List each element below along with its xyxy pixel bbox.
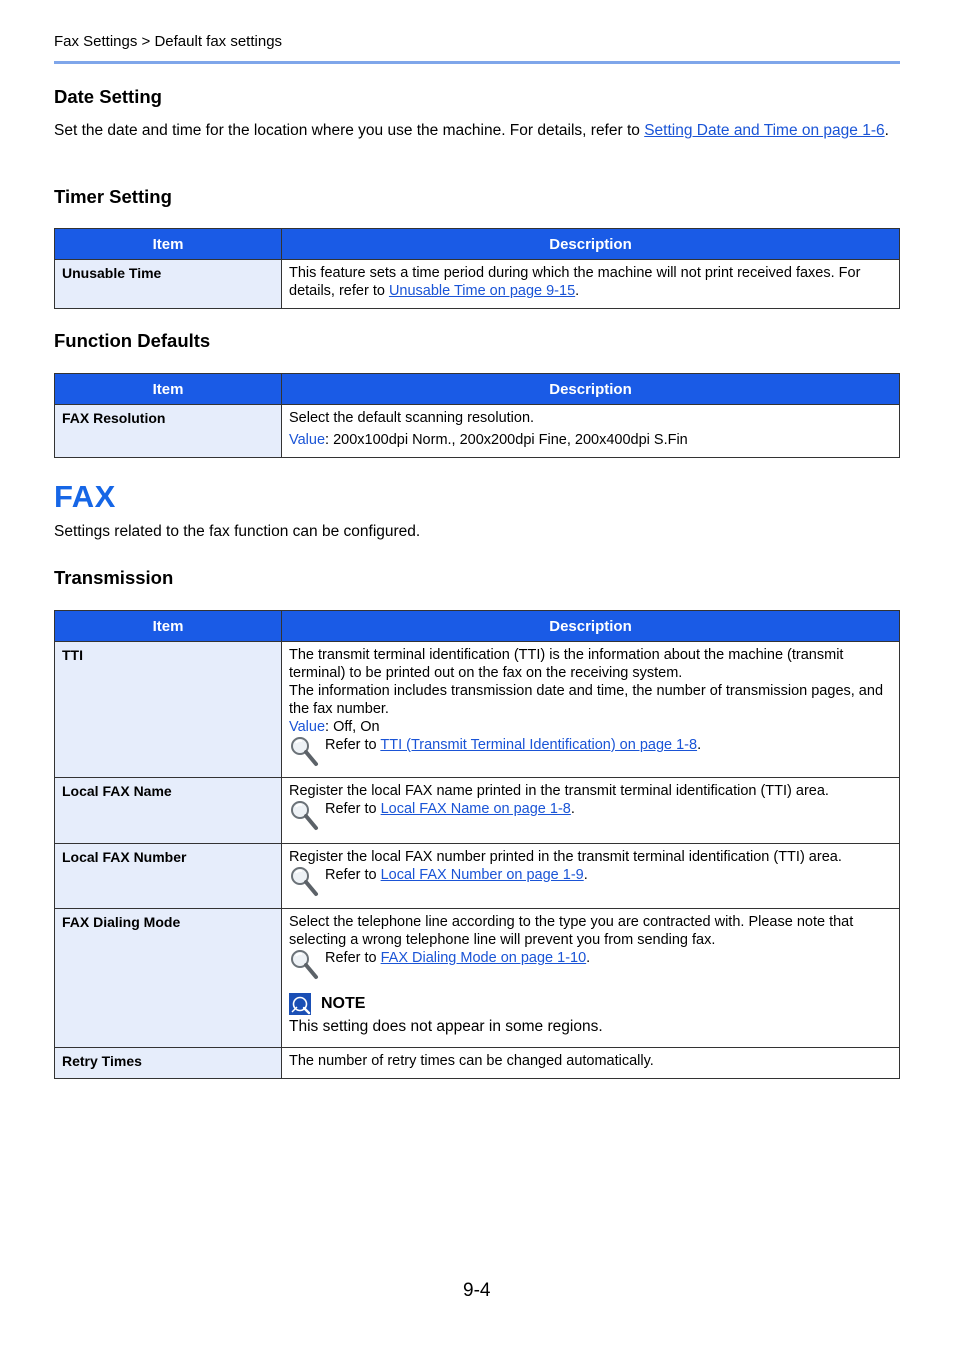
- description-text: The information includes transmission date and time, the number of transmission pages, and the fax number.: [289, 683, 884, 717]
- reference: [289, 866, 892, 896]
- unusable-time-link[interactable]: Unusable Time on page 9-15: [388, 283, 576, 299]
- breadcrumb: Fax Settings > Default fax settings: [54, 33, 283, 50]
- magnifier-icon: [289, 865, 319, 897]
- description-text: This feature sets a time period during which the machine will not print received faxes. For details, refer to: [289, 265, 861, 299]
- table-row: [55, 909, 900, 1048]
- description-cell: [282, 405, 900, 458]
- table-row: [55, 405, 900, 458]
- transmission-heading: Transmission: [54, 567, 174, 588]
- value-text: : 200x100dpi Norm., 200x200dpi Fine, 200x400dpi S.Fin: [325, 432, 688, 448]
- reference-prefix: Refer to: [325, 867, 381, 883]
- table-row: [55, 1048, 900, 1079]
- table-row: [55, 260, 900, 309]
- description-cell: [282, 260, 900, 309]
- fax-dialing-mode-link[interactable]: FAX Dialing Mode on page 1-10: [380, 950, 587, 966]
- table-row: [55, 642, 900, 778]
- description-cell: [282, 844, 900, 909]
- reference-suffix: .: [583, 867, 588, 883]
- item-cell: FAX Dialing Mode: [55, 909, 282, 1048]
- date-setting-text-before: Set the date and time for the location where you use the machine. For details, refer to: [54, 122, 645, 139]
- item-cell: Local FAX Name: [55, 778, 282, 844]
- value-label: Value: [289, 719, 326, 735]
- reference: [289, 949, 892, 979]
- table-header-row: [55, 374, 900, 405]
- description-text: The transmit terminal identification (TTI) is the information about the machine (transmit terminal) to be printed out on the fax on the receiving system.: [289, 647, 844, 681]
- fax-intro: Settings related to the fax function can be configured.: [54, 523, 421, 540]
- value-text: : Off, On: [325, 719, 380, 735]
- description-text: Select the telephone line according to the type you are contracted with. Please note that selecting a wrong telephone line will prevent you from sending fax.: [289, 914, 854, 948]
- reference-prefix: Refer to: [325, 950, 381, 966]
- description-text: Register the local FAX number printed in the transmit terminal identification (TTI) area.: [289, 849, 842, 865]
- value-line: [289, 718, 892, 736]
- description-cell: [282, 642, 900, 778]
- col-header-item: Item: [55, 374, 282, 405]
- description-cell: [282, 778, 900, 844]
- fax-title: FAX: [54, 479, 116, 514]
- magnifier-icon: [289, 799, 319, 831]
- note-icon: [289, 993, 311, 1015]
- transmission-table: [54, 610, 900, 1079]
- item-cell: FAX Resolution: [55, 405, 282, 458]
- reference-prefix: Refer to: [325, 737, 381, 753]
- col-header-description: Description: [282, 229, 900, 260]
- reference: [289, 736, 892, 766]
- local-fax-number-link[interactable]: Local FAX Number on page 1-9: [380, 867, 584, 883]
- description-suffix: .: [575, 283, 580, 299]
- magnifier-icon: [289, 948, 319, 980]
- table-row: [55, 844, 900, 909]
- item-cell: TTI: [55, 642, 282, 778]
- col-header-description: Description: [282, 374, 900, 405]
- note-label: NOTE: [321, 995, 366, 1012]
- item-cell: Retry Times: [55, 1048, 282, 1079]
- magnifier-icon: [289, 735, 319, 767]
- table-header-row: [55, 229, 900, 260]
- reference-suffix: .: [586, 950, 591, 966]
- description-text: The number of retry times can be changed automatically.: [289, 1053, 654, 1069]
- tti-link[interactable]: TTI (Transmit Terminal Identification) on page 1-8: [380, 737, 698, 753]
- col-header-item: Item: [55, 229, 282, 260]
- note-text: This setting does not appear in some regions.: [289, 1018, 603, 1035]
- item-cell: Unusable Time: [55, 260, 282, 309]
- table-row: [55, 778, 900, 844]
- date-setting-text-after: .: [884, 122, 889, 139]
- value-line: [289, 431, 892, 449]
- col-header-description: Description: [282, 611, 900, 642]
- function-defaults-heading: Function Defaults: [54, 330, 211, 351]
- date-setting-text: [54, 121, 900, 141]
- setting-date-time-link[interactable]: Setting Date and Time on page 1-6: [644, 122, 885, 139]
- function-defaults-table: [54, 373, 900, 458]
- date-setting-heading: Date Setting: [54, 86, 162, 107]
- description-cell: [282, 1048, 900, 1079]
- description-text: Select the default scanning resolution.: [289, 410, 535, 426]
- value-label: Value: [289, 432, 326, 448]
- description-text: Register the local FAX name printed in the transmit terminal identification (TTI) area.: [289, 783, 829, 799]
- reference-suffix: .: [570, 801, 575, 817]
- local-fax-name-link[interactable]: Local FAX Name on page 1-8: [380, 801, 571, 817]
- table-header-row: [55, 611, 900, 642]
- reference-suffix: .: [697, 737, 702, 753]
- item-cell: Local FAX Number: [55, 844, 282, 909]
- header-rule: [54, 61, 900, 64]
- page-number: 9-4: [463, 1280, 491, 1301]
- timer-setting-table: [54, 228, 900, 309]
- description-cell: [282, 909, 900, 1048]
- timer-setting-heading: Timer Setting: [54, 186, 172, 207]
- note-heading: [289, 993, 892, 1015]
- reference: [289, 800, 892, 830]
- reference-prefix: Refer to: [325, 801, 381, 817]
- col-header-item: Item: [55, 611, 282, 642]
